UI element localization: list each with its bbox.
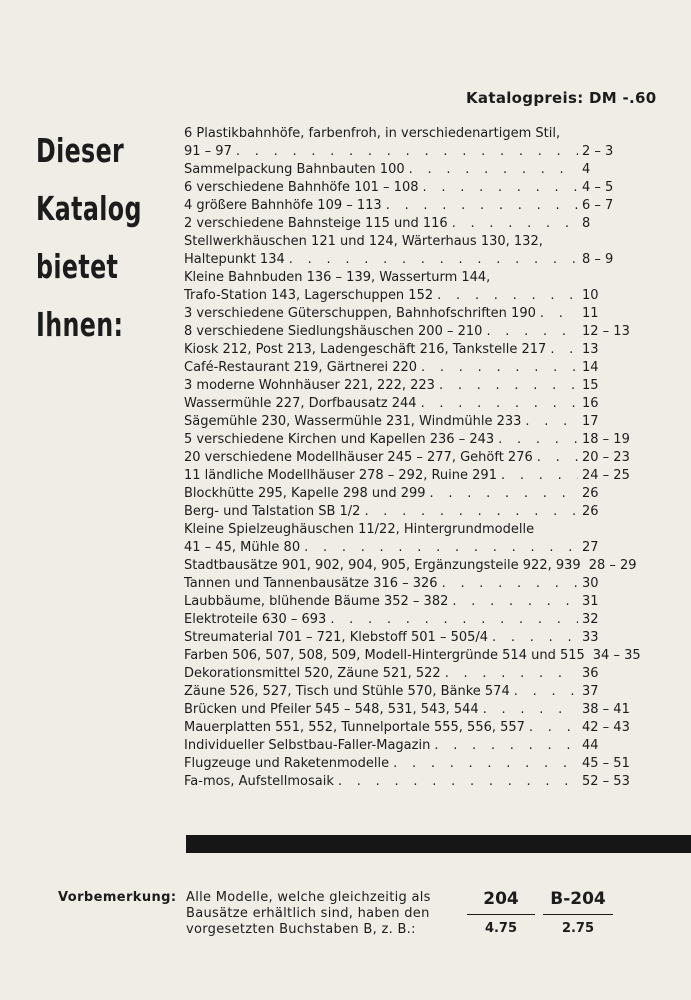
toc-entry-page: 20 – 23	[582, 450, 630, 465]
toc-line	[184, 683, 644, 701]
toc-entry-title: Individueller Selbstbau-Faller-Magazin	[184, 738, 431, 753]
toc-line	[184, 233, 644, 251]
toc-leader-dots	[452, 215, 578, 233]
toc-entry-title: 5 verschiedene Kirchen und Kapellen 236 – 243	[184, 432, 495, 447]
toc-line	[184, 413, 644, 431]
toc-entry-title: Flugzeuge und Raketenmodelle	[184, 756, 390, 771]
toc-line	[184, 593, 644, 611]
toc-entry-title: Café-Restaurant 219, Gärtnerei 220	[184, 360, 418, 375]
toc-entry-title: Stellwerkhäuschen 121 und 124, Wärterhaus 130, 132,	[184, 234, 543, 249]
toc-entry-title: Berg- und Talstation SB 1/2	[184, 504, 361, 519]
toc-entry	[184, 305, 644, 323]
toc-leader-dots	[537, 449, 578, 467]
example-price: 4.75	[484, 921, 518, 936]
toc-entry-page: 2 – 3	[582, 144, 614, 159]
toc-entry-title: Brücken und Pfeiler 545 – 548, 531, 543, 544	[184, 702, 479, 717]
toc-entry-page: 32	[582, 612, 599, 627]
toc-entry	[184, 665, 644, 683]
toc-entry-page: 8 – 9	[582, 252, 614, 267]
toc-entry	[184, 395, 644, 413]
toc-line	[184, 359, 644, 377]
toc-leader-dots	[289, 251, 578, 269]
toc-entry-title: Laubbäume, blühende Bäume 352 – 382	[184, 594, 449, 609]
toc-line	[184, 395, 644, 413]
toc-line	[184, 125, 644, 143]
toc-leader-dots	[364, 503, 578, 521]
toc-entry-title: 41 – 45, Mühle 80	[184, 540, 301, 555]
toc-entry	[184, 377, 644, 395]
toc-entry	[184, 773, 644, 791]
toc-entry-title: Elektroteile 630 – 693	[184, 612, 327, 627]
toc-leader-dots	[550, 341, 578, 359]
toc-entry-title: Trafo-Station 143, Lagerschuppen 152	[184, 288, 434, 303]
toc-leader-dots	[386, 197, 578, 215]
toc-entry-title: 8 verschiedene Siedlungshäuschen 200 – 210	[184, 324, 483, 339]
toc-line	[184, 629, 644, 647]
toc-entry-page: 12 – 13	[582, 324, 630, 339]
toc-entry-page: 33	[582, 630, 599, 645]
example-price: 2.75	[561, 921, 595, 936]
toc-entry-title: 91 – 97	[184, 144, 232, 159]
toc-entry	[184, 161, 644, 179]
toc-entry-page: 36	[582, 666, 599, 681]
toc-line	[184, 467, 644, 485]
toc-leader-dots	[338, 773, 578, 791]
toc-leader-dots	[501, 467, 578, 485]
toc-entry	[184, 431, 644, 449]
toc-line	[184, 269, 644, 287]
toc-entry-page: 8	[582, 216, 591, 231]
toc-entry-title: 2 verschiedene Bahnsteige 115 und 116	[184, 216, 448, 231]
note-text-line: Alle Modelle, welche gleichzeitig als	[186, 890, 431, 905]
catalog-price: Katalogpreis: DM -.60	[466, 89, 657, 107]
toc-leader-dots	[525, 413, 578, 431]
toc-entry-page: 24 – 25	[582, 468, 630, 483]
toc-line	[184, 485, 644, 503]
example-plain	[467, 888, 535, 936]
toc-leader-dots	[421, 395, 578, 413]
toc-entry-page: 44	[582, 738, 599, 753]
toc-line	[184, 719, 644, 737]
toc-leader-dots	[540, 305, 578, 323]
toc-entry-title: Zäune 526, 527, Tisch und Stühle 570, Bänke 574	[184, 684, 510, 699]
toc-entry-title: 3 moderne Wohnhäuser 221, 222, 223	[184, 378, 435, 393]
toc-entry	[184, 629, 644, 647]
toc-entry-title: Kiosk 212, Post 213, Ladengeschäft 216, Tankstelle 217	[184, 342, 547, 357]
headline-line-3: bietet	[36, 247, 119, 286]
toc-leader-dots	[492, 629, 578, 647]
toc-entry-page: 42 – 43	[582, 720, 630, 735]
toc-entry	[184, 701, 644, 719]
note-text-line: Bausätze erhältlich sind, haben den	[186, 906, 430, 921]
toc-entry	[184, 197, 644, 215]
toc-line	[184, 737, 644, 755]
toc-entry-page: 13	[582, 342, 599, 357]
toc-entry-page: 10	[582, 288, 599, 303]
toc-line	[184, 701, 644, 719]
toc-entry-page: 17	[582, 414, 599, 429]
toc-leader-dots	[236, 143, 578, 161]
toc-entry	[184, 215, 644, 233]
toc-line	[184, 611, 644, 629]
example-code: 204	[483, 889, 519, 909]
toc-leader-dots	[430, 485, 578, 503]
toc-leader-dots	[529, 719, 578, 737]
table-of-contents	[184, 125, 644, 791]
toc-entry	[184, 269, 644, 305]
toc-leader-dots	[434, 737, 578, 755]
toc-entry-title: Dekorationsmittel 520, Zäune 521, 522	[184, 666, 441, 681]
toc-entry	[184, 413, 644, 431]
toc-line	[184, 521, 644, 539]
toc-leader-dots	[409, 161, 578, 179]
toc-entry-page: 27	[582, 540, 599, 555]
toc-line	[184, 143, 644, 161]
toc-line	[184, 251, 644, 269]
toc-entry	[184, 503, 644, 521]
toc-leader-dots	[445, 665, 578, 683]
toc-entry	[184, 467, 644, 485]
toc-entry-page: 31	[582, 594, 599, 609]
toc-entry-title: Kleine Bahnbuden 136 – 139, Wasserturm 144,	[184, 270, 491, 285]
toc-line	[184, 377, 644, 395]
toc-entry-title: Farben 506, 507, 508, 509, Modell-Hintergründe 514 und 515	[184, 648, 585, 663]
toc-entry-title: Kleine Spielzeughäuschen 11/22, Hintergrundmodelle	[184, 522, 535, 537]
example-code: B-204	[550, 889, 606, 909]
toc-entry	[184, 557, 644, 575]
headline-line-4: Ihnen:	[36, 305, 124, 344]
toc-entry-page: 34 – 35	[592, 648, 641, 663]
toc-entry	[184, 323, 644, 341]
note-label: Vorbemerkung:	[58, 890, 177, 905]
toc-entry	[184, 341, 644, 359]
toc-leader-dots	[437, 287, 578, 305]
toc-entry-page: 26	[582, 504, 599, 519]
toc-entry-page: 11	[582, 306, 599, 321]
toc-line	[184, 539, 644, 557]
toc-leader-dots	[422, 179, 578, 197]
toc-leader-dots	[330, 611, 578, 629]
toc-entry-page: 14	[582, 360, 599, 375]
toc-entry-page: 28 – 29	[588, 558, 637, 573]
toc-entry	[184, 485, 644, 503]
toc-line	[184, 215, 644, 233]
toc-line	[184, 647, 644, 665]
toc-entry-page: 6 – 7	[582, 198, 614, 213]
toc-entry-title: 6 verschiedene Bahnhöfe 101 – 108	[184, 180, 419, 195]
example-kit	[543, 888, 613, 936]
toc-entry-page: 38 – 41	[582, 702, 630, 717]
toc-line	[184, 305, 644, 323]
toc-leader-dots	[486, 323, 578, 341]
toc-entry	[184, 449, 644, 467]
note-text-line: vorgesetzten Buchstaben B, z. B.:	[186, 922, 416, 937]
toc-entry	[184, 719, 644, 737]
toc-line	[184, 179, 644, 197]
toc-entry-title: Tannen und Tannenbausätze 316 – 326	[184, 576, 438, 591]
toc-entry-title: Sammelpackung Bahnbauten 100	[184, 162, 405, 177]
toc-entry-title: 4 größere Bahnhöfe 109 – 113	[184, 198, 382, 213]
toc-entry-page: 30	[582, 576, 599, 591]
toc-entry-title: Stadtbausätze 901, 902, 904, 905, Ergänzungsteile 922, 939	[184, 558, 581, 573]
example-rule	[467, 914, 535, 915]
toc-entry	[184, 521, 644, 557]
toc-entry-title: Haltepunkt 134	[184, 252, 285, 267]
toc-leader-dots	[498, 431, 578, 449]
toc-line	[184, 755, 644, 773]
note-text	[186, 890, 446, 938]
toc-entry	[184, 737, 644, 755]
toc-entry-title: Sägemühle 230, Wassermühle 231, Windmühle 233	[184, 414, 522, 429]
toc-leader-dots	[483, 701, 578, 719]
toc-entry	[184, 683, 644, 701]
toc-leader-dots	[452, 593, 578, 611]
toc-entry-title: Wassermühle 227, Dorfbausatz 244	[184, 396, 417, 411]
toc-line	[184, 557, 644, 575]
toc-leader-dots	[514, 683, 578, 701]
toc-leader-dots	[439, 377, 578, 395]
toc-leader-dots	[393, 755, 578, 773]
toc-entry-page: 26	[582, 486, 599, 501]
toc-line	[184, 575, 644, 593]
toc-leader-dots	[421, 359, 578, 377]
toc-entry	[184, 125, 644, 161]
toc-line	[184, 197, 644, 215]
headline-line-1: Dieser	[36, 131, 125, 170]
toc-entry-page: 15	[582, 378, 599, 393]
toc-line	[184, 323, 644, 341]
toc-entry-page: 16	[582, 396, 599, 411]
toc-line	[184, 773, 644, 791]
toc-line	[184, 665, 644, 683]
headline-line-2: Katalog	[36, 189, 142, 228]
divider-bar	[186, 835, 691, 853]
toc-line	[184, 449, 644, 467]
example-rule	[543, 914, 613, 915]
toc-line	[184, 431, 644, 449]
toc-entry-title: Fa-mos, Aufstellmosaik	[184, 774, 334, 789]
toc-entry-title: 6 Plastikbahnhöfe, farbenfroh, in verschiedenartigem Stil,	[184, 126, 561, 141]
toc-entry	[184, 647, 644, 665]
toc-entry-title: 11 ländliche Modellhäuser 278 – 292, Ruine 291	[184, 468, 497, 483]
toc-entry-page: 4 – 5	[582, 180, 614, 195]
toc-entry-title: 3 verschiedene Güterschuppen, Bahnhofschriften 190	[184, 306, 536, 321]
toc-entry-page: 45 – 51	[582, 756, 630, 771]
toc-line	[184, 287, 644, 305]
toc-line	[184, 161, 644, 179]
toc-entry	[184, 593, 644, 611]
toc-line	[184, 503, 644, 521]
toc-entry	[184, 233, 644, 269]
toc-leader-dots	[442, 575, 578, 593]
toc-entry	[184, 179, 644, 197]
toc-entry-page: 4	[582, 162, 591, 177]
toc-entry	[184, 575, 644, 593]
toc-leader-dots	[304, 539, 578, 557]
toc-entry-page: 52 – 53	[582, 774, 630, 789]
toc-entry	[184, 755, 644, 773]
toc-entry-title: Streumaterial 701 – 721, Klebstoff 501 – 505/4	[184, 630, 489, 645]
toc-entry-title: Mauerplatten 551, 552, Tunnelportale 555, 556, 557	[184, 720, 525, 735]
toc-entry	[184, 611, 644, 629]
toc-entry-title: Blockhütte 295, Kapelle 298 und 299	[184, 486, 426, 501]
toc-entry-page: 37	[582, 684, 599, 699]
toc-entry-page: 18 – 19	[582, 432, 630, 447]
headline	[36, 122, 142, 354]
toc-entry	[184, 359, 644, 377]
toc-line	[184, 341, 644, 359]
toc-entry-title: 20 verschiedene Modellhäuser 245 – 277, Gehöft 276	[184, 450, 533, 465]
